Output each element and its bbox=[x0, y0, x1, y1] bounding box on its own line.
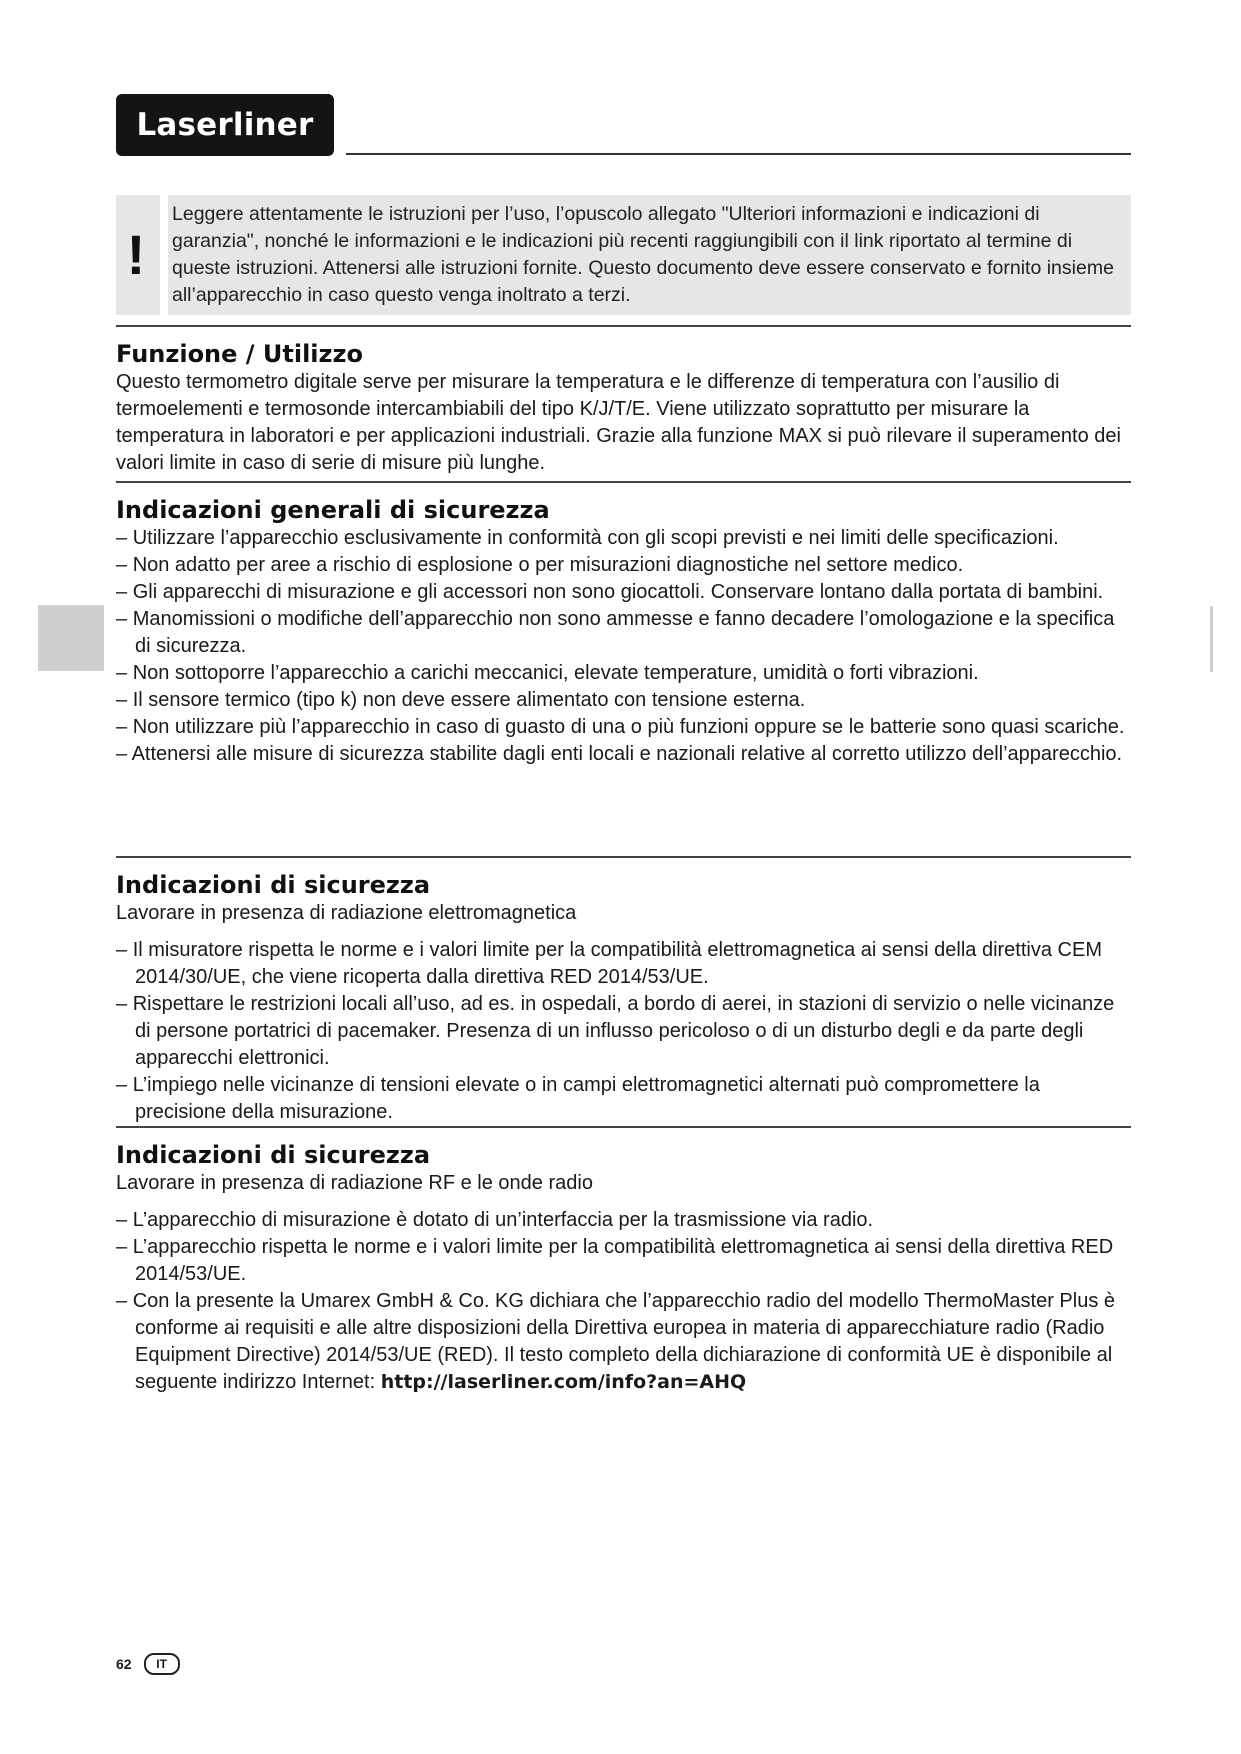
declaration-text: Con la presente la Umarex GmbH & Co. KG dichiara che l’apparecchio radio del modello ThermoMaster Plus è conforme ai requisiti e alle altre disposizioni della Direttiva europea in materia di apparecchiature radio (Radio Equipment Directive) 2014/53/UE (RED). Il testo completo della dichiarazione di conformità UE è disponibile al seguente indirizzo Internet: bbox=[132, 1290, 1115, 1393]
notice-text: Leggere attentamente le istruzioni per l’uso, l’opuscolo allegato "Ulteriori informazioni e indicazioni di garanzia", nonché le informazioni e le indicazioni più recenti raggiungibili con il link riportato al termine di queste istruzioni. Attenersi alle istruzioni fornite. Questo documento deve essere conservato e fornito insieme all’apparecchio in caso questo venga inoltrato a terzi. bbox=[172, 203, 1114, 306]
safety-list bbox=[116, 525, 1131, 768]
safety-list bbox=[116, 937, 1131, 1126]
list-item: – Gli apparecchi di misurazione e gli accessori non sono giocattoli. Conservare lontano dalla portata di bambini. bbox=[116, 579, 1131, 606]
side-tab-marker bbox=[38, 605, 104, 671]
safety-list bbox=[116, 1207, 1131, 1396]
list-item: – Il misuratore rispetta le norme e i valori limite per la compatibilità elettromagnetica ai sensi della direttiva CEM 2014/30/UE, che viene ricoperta dalla direttiva RED 2014/53/UE. bbox=[116, 937, 1131, 991]
section-title: Indicazioni di sicurezza bbox=[116, 871, 431, 899]
section-rule bbox=[116, 856, 1131, 858]
page-footer bbox=[116, 1652, 180, 1676]
list-item bbox=[116, 1288, 1131, 1396]
header-rule bbox=[346, 153, 1131, 155]
list-item: – Manomissioni o modifiche dell’apparecchio non sono ammesse e fanno decadere l’omologazione e la specifica di sicurezza. bbox=[116, 606, 1131, 660]
section-rule bbox=[116, 1126, 1131, 1128]
language-badge: IT bbox=[144, 1653, 180, 1675]
section-function bbox=[116, 325, 1131, 477]
list-item: – Attenersi alle misure di sicurezza stabilite dagli enti locali e nazionali relative al corretto utilizzo dell’apparecchio. bbox=[116, 741, 1131, 768]
list-item: – Non sottoporre l’apparecchio a carichi meccanici, elevate temperature, umidità o forti vibrazioni. bbox=[116, 660, 1131, 687]
list-item: – Non adatto per aree a rischio di esplosione o per misurazioni diagnostiche nel settore medico. bbox=[116, 552, 1131, 579]
list-item: – Rispettare le restrizioni locali all’uso, ad es. in ospedali, a bordo di aerei, in stazioni di servizio o nelle vicinanze di persone portatrici di pacemaker. Presenza di un influsso pericoloso o di un disturbo degli e da parte degli apparecchi elettronici. bbox=[116, 991, 1131, 1072]
section-body: Questo termometro digitale serve per misurare la temperatura e le differenze di temperatura con l’ausilio di termoelementi e termosonde intercambiabili del tipo K/J/T/E. Viene utilizzato soprattutto per misurare la temperatura in laboratori e per applicazioni industriali. Grazie alla funzione MAX si può rilevare il superamento dei valori limite in caso di serie di misure più lunghe. bbox=[116, 371, 1121, 474]
declaration-link[interactable]: http://laserliner.com/info?an=AHQ bbox=[380, 1371, 747, 1393]
section-title: Indicazioni generali di sicurezza bbox=[116, 496, 550, 524]
side-edge-marker bbox=[1210, 606, 1213, 672]
page-number: 62 bbox=[116, 1656, 132, 1672]
notice-box bbox=[116, 195, 1131, 315]
notice-separator bbox=[160, 195, 168, 315]
list-item: – L’impiego nelle vicinanze di tensioni elevate o in campi elettromagnetici alternati può compromettere la precisione della misurazione. bbox=[116, 1072, 1131, 1126]
exclamation-icon: ! bbox=[126, 223, 146, 286]
list-item: – Non utilizzare più l’apparecchio in caso di guasto di una o più funzioni oppure se le batterie sono quasi scariche. bbox=[116, 714, 1131, 741]
section-subtitle: Lavorare in presenza di radiazione elettromagnetica bbox=[116, 902, 577, 924]
section-title: Funzione / Utilizzo bbox=[116, 340, 363, 368]
laserliner-logo: Laserliner bbox=[116, 94, 334, 156]
list-item: – L’apparecchio di misurazione è dotato di un’interfaccia per la trasmissione via radio. bbox=[116, 1207, 1131, 1234]
section-subtitle: Lavorare in presenza di radiazione RF e le onde radio bbox=[116, 1172, 593, 1194]
section-rule bbox=[116, 325, 1131, 327]
list-item: – L’apparecchio rispetta le norme e i valori limite per la compatibilità elettromagnetica ai sensi della direttiva RED 2014/53/UE. bbox=[116, 1234, 1131, 1288]
section-em-safety bbox=[116, 856, 1131, 1126]
list-item: – Il sensore termico (tipo k) non deve essere alimentato con tensione esterna. bbox=[116, 687, 1131, 714]
section-general-safety bbox=[116, 481, 1131, 768]
section-title: Indicazioni di sicurezza bbox=[116, 1141, 431, 1169]
section-rf-safety bbox=[116, 1126, 1131, 1396]
section-rule bbox=[116, 481, 1131, 483]
list-item: – Utilizzare l’apparecchio esclusivamente in conformità con gli scopi previsti e nei limiti delle specificazioni. bbox=[116, 525, 1131, 552]
